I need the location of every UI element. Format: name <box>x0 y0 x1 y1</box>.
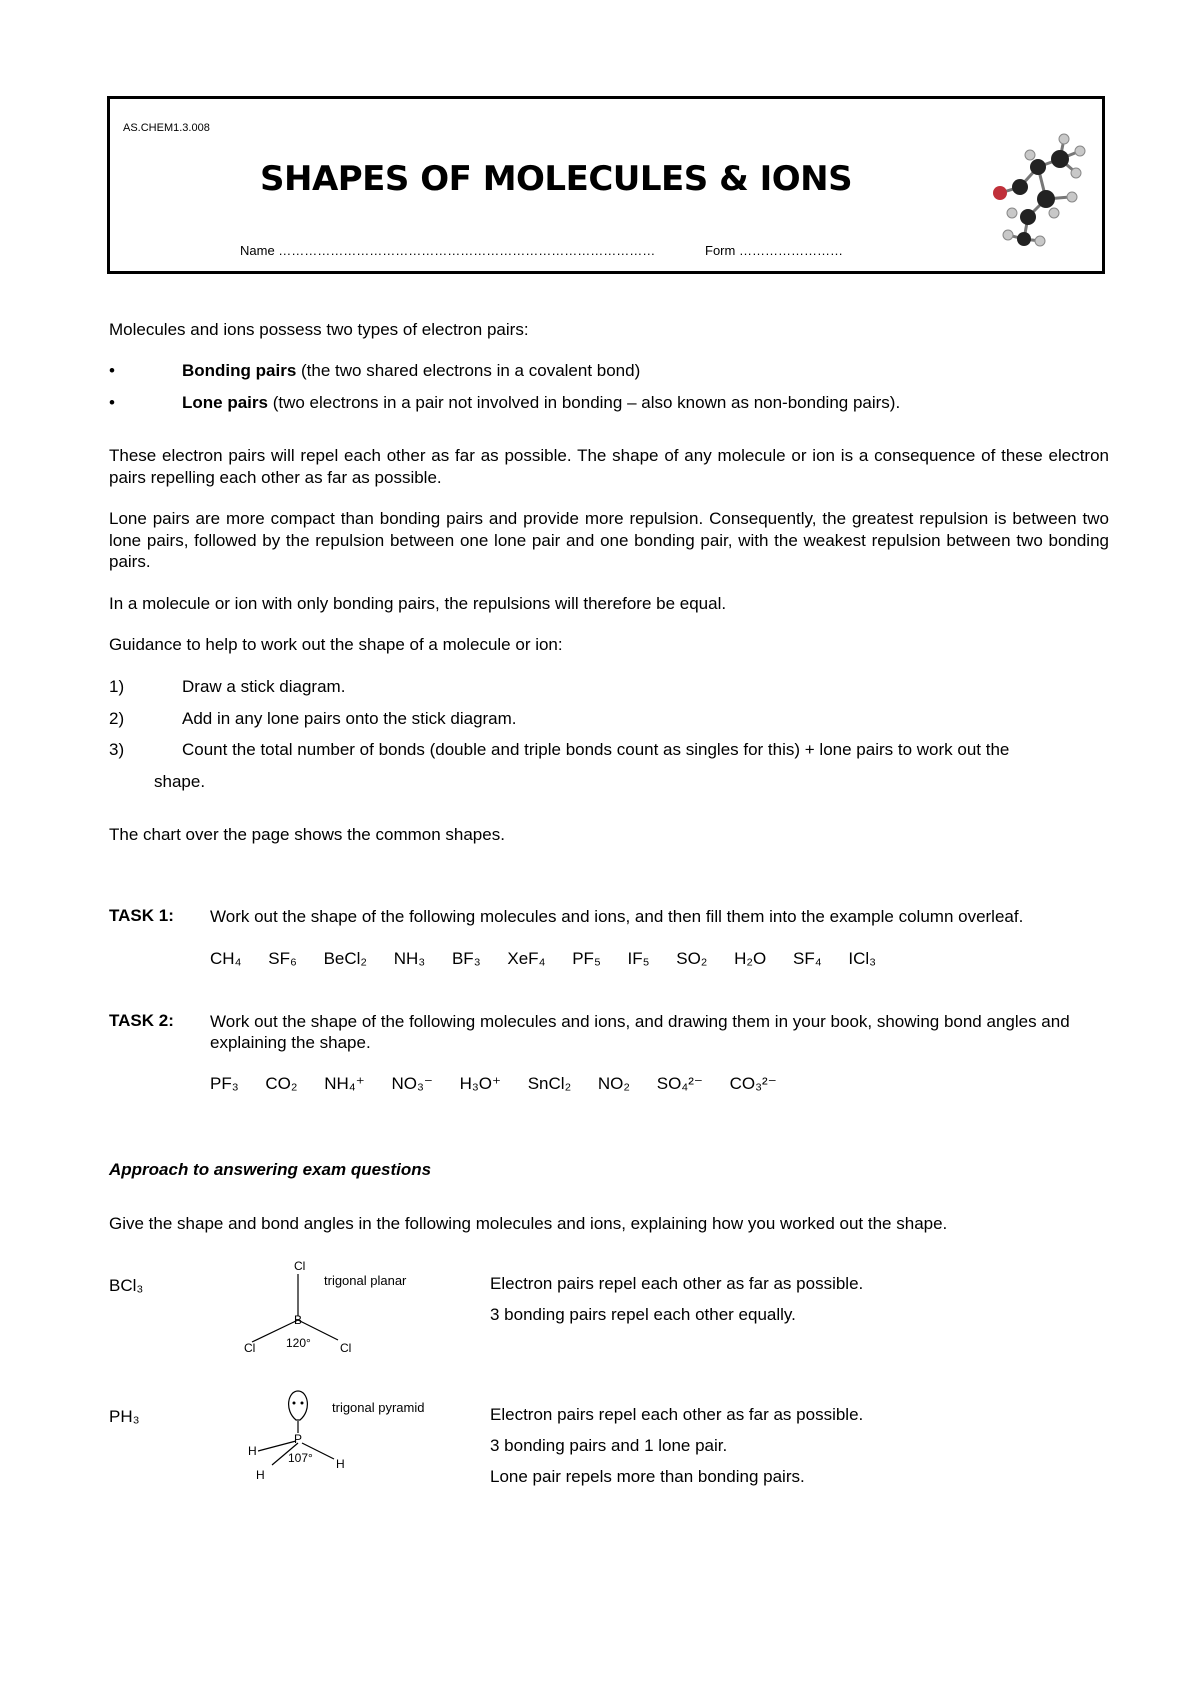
formula: SO₂ <box>676 949 708 968</box>
molecule-model-image <box>978 129 1088 249</box>
formula: XeF₄ <box>507 949 546 968</box>
formula: SO₄²⁻ <box>656 1074 703 1093</box>
shape-label: trigonal pyramid <box>332 1400 425 1415</box>
central-atom-label: P <box>294 1432 303 1446</box>
task1-label: TASK 1: <box>109 906 174 925</box>
formula: IF₅ <box>627 949 650 968</box>
example-molecule-ph3: PH₃ <box>109 1407 140 1426</box>
formula: CH₄ <box>210 949 242 968</box>
bond-angle-label: 107° <box>288 1451 313 1465</box>
formula: H₃O⁺ <box>459 1074 501 1093</box>
explanation-line: Lone pair repels more than bonding pairs. <box>490 1467 805 1486</box>
ph3-explanation <box>490 1399 863 1492</box>
step-3-continuation: shape. <box>154 772 206 791</box>
formula: NH₄⁺ <box>324 1074 365 1093</box>
formula: ICl₃ <box>848 949 877 968</box>
task1-text: Work out the shape of the following molecules and ions, and then fill them into the example column overleaf. <box>210 907 1024 926</box>
explanation-line: 3 bonding pairs and 1 lone pair. <box>490 1436 728 1455</box>
formula: H₂O <box>734 949 767 968</box>
atom-label: Cl <box>340 1341 352 1355</box>
header-box <box>107 96 1105 274</box>
example-molecule-bcl3: BCl₃ <box>109 1276 144 1295</box>
formula: SnCl₂ <box>527 1074 572 1093</box>
task2-formulas <box>210 1074 799 1094</box>
form-field[interactable]: Form …………………… <box>705 243 843 258</box>
formula: SF₄ <box>792 949 822 968</box>
paragraph-chart-note: The chart over the page shows the common shapes. <box>109 825 505 844</box>
explanation-line: Electron pairs repel each other as far as possible. <box>490 1274 864 1293</box>
bullet-bold: Bonding pairs <box>182 361 297 380</box>
atom-label: H <box>336 1457 345 1471</box>
paragraph-bonding-only: In a molecule or ion with only bonding pairs, the repulsions will therefore be equal. <box>109 594 727 613</box>
atom-label: Cl <box>294 1259 306 1273</box>
bcl3-diagram <box>230 1258 450 1358</box>
approach-heading: Approach to answering exam questions <box>109 1160 432 1179</box>
formula: NO₃⁻ <box>391 1074 433 1093</box>
atom-label: H <box>256 1468 265 1482</box>
formula: BeCl₂ <box>323 949 368 968</box>
task2-text: Work out the shape of the following molecules and ions, and drawing them in your book, showing bond angles and explaining the shape. <box>210 1012 1070 1052</box>
task1-formulas <box>210 949 898 969</box>
formula: SF₆ <box>268 949 297 968</box>
paragraph-repel: These electron pairs will repel each other as far as possible. The shape of any molecule or ion is a consequence of these electron pairs repelling each other as far as possible. <box>109 446 1109 487</box>
atom-label: Cl <box>244 1341 256 1355</box>
shape-label: trigonal planar <box>324 1273 407 1288</box>
step-number: 3) <box>109 740 125 759</box>
formula: PF₅ <box>572 949 601 968</box>
formula: CO₂ <box>265 1074 298 1093</box>
bullet-icon: • <box>109 361 115 380</box>
bullet-bold: Lone pairs <box>182 393 268 412</box>
approach-text: Give the shape and bond angles in the following molecules and ions, explaining how you worked out the shape. <box>109 1214 948 1233</box>
bcl3-explanation <box>490 1268 863 1330</box>
explanation-line: Electron pairs repel each other as far as possible. <box>490 1405 864 1424</box>
step-number: 1) <box>109 677 125 696</box>
page-title: SHAPES OF MOLECULES & IONS <box>260 159 853 199</box>
document-code: AS.CHEM1.3.008 <box>123 122 210 134</box>
bullet-text: (two electrons in a pair not involved in bonding – also known as non-bonding pairs). <box>267 393 901 412</box>
atom-label: H <box>248 1444 257 1458</box>
formula: NO₂ <box>597 1074 631 1093</box>
step-number: 2) <box>109 709 125 728</box>
bullet-icon: • <box>109 393 115 412</box>
step-text: Count the total number of bonds (double and triple bonds count as singles for this) + lone pairs to work out the <box>182 740 1010 759</box>
name-field[interactable]: Name …………………………………………………………………………… <box>240 243 656 258</box>
step-text: Add in any lone pairs onto the stick diagram. <box>182 709 517 728</box>
task2-label: TASK 2: <box>109 1011 174 1030</box>
paragraph-guidance: Guidance to help to work out the shape of a molecule or ion: <box>109 635 563 654</box>
bullet-text: (the two shared electrons in a covalent bond) <box>296 361 641 380</box>
lone-pair-lobe <box>289 1391 308 1420</box>
formula: NH₃ <box>393 949 426 968</box>
bond-angle-label: 120° <box>286 1336 311 1350</box>
paragraph-lone-pairs: Lone pairs are more compact than bonding pairs and provide more repulsion. Consequently, the greatest repulsion is between two lone pairs, followed by the repulsion between one lone pair and one bonding pair, with the weakest repulsion between two bonding pairs. <box>109 509 1109 571</box>
step-text: Draw a stick diagram. <box>182 677 346 696</box>
explanation-line: 3 bonding pairs repel each other equally. <box>490 1305 796 1324</box>
ph3-diagram <box>230 1385 460 1485</box>
intro-text: Molecules and ions possess two types of electron pairs: <box>109 320 529 339</box>
formula: CO₃²⁻ <box>729 1074 777 1093</box>
formula: PF₃ <box>210 1074 239 1093</box>
central-atom-label: B <box>294 1313 303 1327</box>
formula: BF₃ <box>451 949 481 968</box>
